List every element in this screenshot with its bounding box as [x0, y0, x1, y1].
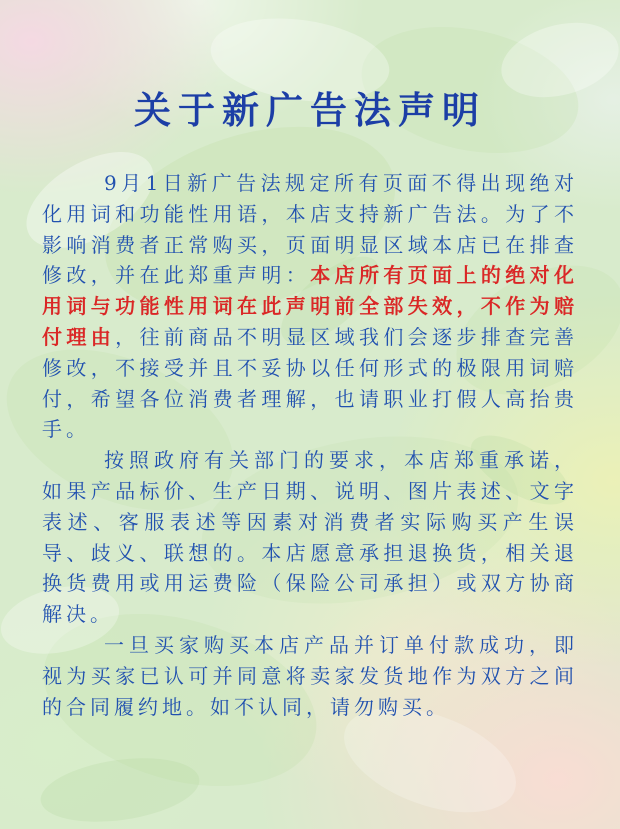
paragraph-1-highlighted-clause: 本店所有页面上的绝对化用词与功能性用词在此声明前全部失效，不作为赔付理由 — [42, 263, 579, 349]
notice-paragraph-1 — [42, 168, 578, 445]
paragraph-1-tail-text: ，往前商品不明显区域我们会逐步排查完善修改，不接受并且不妥协以任何形式的极限用词赔付，希望各位消费者理解，也请职业打假人高抬贵手。 — [42, 324, 579, 442]
paragraph-1-lead-text: 9月1日新广告法规定所有页面不得出现绝对化用词和功能性用语，本店支持新广告法。为了不影响消费者正常购买，页面明显区域本店已在排查修改，并在此郑重声明： — [42, 171, 578, 288]
notice-paragraph-3: 一旦买家购买本店产品并订单付款成功，即视为买家已认可并同意将卖家发货地作为双方之间的合同履约地。如不认同，请勿购买。 — [42, 632, 578, 719]
page-title: 关于新广告法声明 — [134, 88, 486, 132]
notice-body — [42, 168, 578, 722]
notice-paragraph-2: 按照政府有关部门的要求，本店郑重承诺，如果产品标价、生产日期、说明、图片表述、文字表述、客服表述等因素对消费者实际购买产生误导、歧义、联想的。本店愿意承担退换货，相关退换货费用或用运费险（保险公司承担）或双方协商解决。 — [42, 448, 578, 627]
